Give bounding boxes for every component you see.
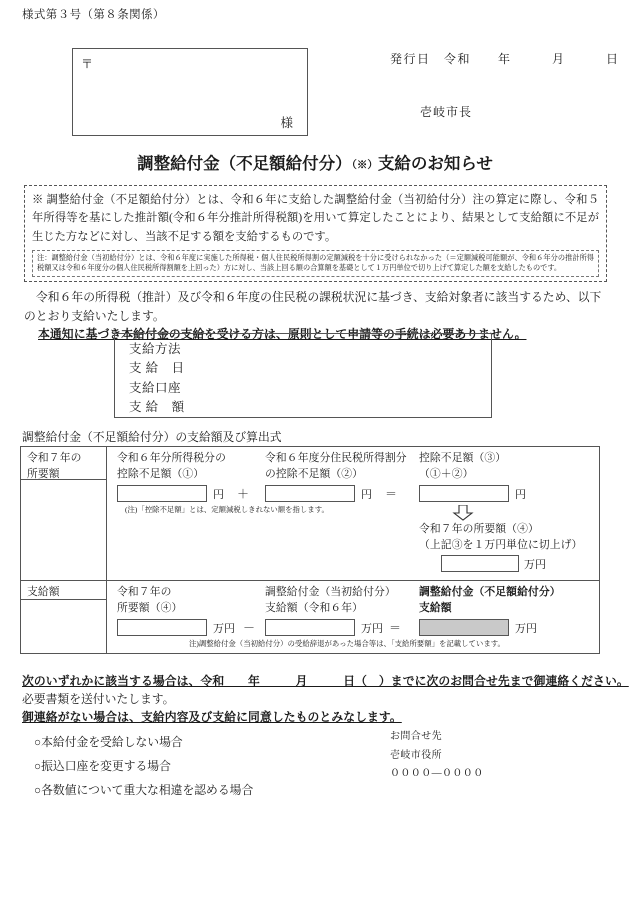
row2-left-label: 支給額 xyxy=(27,586,60,598)
row1-col1-label: 令和６年分所得税分の 控除不足額（①） xyxy=(117,452,226,481)
payment-account-label: 支給口座 xyxy=(129,380,182,395)
intro-paragraph: 令和６年の所得税（推計）及び令和６年度の住民税の課税状況に基づき、支給対象者に該当するため、以下のとおり支給いたします。 xyxy=(24,290,602,323)
row2-col2-label: 調整給付金（当初給付分） 支給額（令和６年） xyxy=(265,586,396,615)
payment-details-box xyxy=(114,333,492,418)
row2-col3-label: 調整給付金（不足額給付分） 支給額 xyxy=(419,586,561,615)
bullet-change-account: ○振込口座を変更する場合 xyxy=(34,759,171,773)
row1-left-label: 令和７年の 所要額 xyxy=(27,452,82,481)
row1-col3-label: 控除不足額（③） （①＋②） xyxy=(419,452,507,481)
unit-manyen-1: 万円 xyxy=(213,623,235,635)
contact-phone: ００００―００００ xyxy=(390,768,484,779)
documents-sent-statement: 必要書類を送付いたします。 xyxy=(22,692,175,706)
issuer-name: 壱岐市長 xyxy=(420,105,473,119)
deduction-shortfall-income-tax-input[interactable] xyxy=(117,485,207,502)
operator-equals-2: ＝ xyxy=(389,621,402,635)
required-amount-input[interactable] xyxy=(117,619,207,636)
contact-label: お問合せ先 xyxy=(390,731,442,742)
calculation-table xyxy=(20,446,600,654)
explanation-subnote-box xyxy=(32,250,599,277)
form-number: 様式第３号（第８条関係） xyxy=(22,9,165,21)
page-title xyxy=(0,150,630,174)
operator-equals-1: ＝ xyxy=(385,487,398,501)
addressee-box xyxy=(72,48,308,136)
explanation-subnote-text: 注：調整給付金（当初給付分）とは、令和６年度に実施した所得税・個人住民税所得割の定額減税を十分に受けられなかった（＝定額減税可能額が、令和６年分の推計所得税額又は令和６年度分の個人住民税所得割額を上回った）方に対し、当該上回る額の合算額を基礎として１万円単位で切り上げて算定した額を支給したものです。 xyxy=(37,253,594,273)
arrow-down-icon xyxy=(451,505,475,521)
payment-method-label: 支給方法 xyxy=(129,342,182,356)
explanation-note-box xyxy=(24,185,607,282)
bullet-value-discrepancy: ○各数値について重大な相違を認める場合 xyxy=(34,783,254,797)
unit-manyen-step4: 万円 xyxy=(524,559,546,571)
consent-statement: 御連絡がない場合は、支給内容及び支給に同意したものとみなします。 xyxy=(22,710,402,724)
unit-manyen-2: 万円 xyxy=(361,623,383,635)
postal-code-icon: 〒 xyxy=(81,57,94,71)
payment-date-label: 支 給 日 xyxy=(129,361,185,376)
operator-minus: － xyxy=(243,621,256,635)
operator-plus: ＋ xyxy=(237,487,250,501)
step4-label: 令和７年の所要額（④） （上記③を１万円単位に切上げ） xyxy=(419,523,583,552)
title-asterisk-mark: （※） xyxy=(351,160,378,171)
explanation-note-text: ※ 調整給付金（不足額給付分）とは、令和６年に支給した調整給付金（当初給付分）注の算定に際し、令和５年所得等を基にした推計額(令和６年分推計所得税額)を用いて算定したことにより、結果として支給額に不足が生じた方などに対し、当該不足する額を支給するものです。 xyxy=(32,194,599,243)
row2-col1-label: 令和７年の 所要額（④） xyxy=(117,586,183,615)
row1-col2-label: 令和６年度分住民税所得割分 の控除不足額（②） xyxy=(265,452,407,481)
bullet-decline-payment: ○本給付金を受給しない場合 xyxy=(34,735,183,749)
title-part-before: 調整給付金（不足額給付分） xyxy=(137,154,352,173)
deduction-shortfall-total-input[interactable] xyxy=(419,485,509,502)
unit-yen-3: 円 xyxy=(515,489,526,501)
initial-payment-amount-input[interactable] xyxy=(265,619,355,636)
shortfall-payment-amount-result xyxy=(419,619,509,636)
addressee-honorific: 様 xyxy=(280,116,293,130)
payment-amount-label: 支 給 額 xyxy=(129,400,185,415)
required-amount-2025-input[interactable] xyxy=(441,555,519,572)
issue-date: 発行日 令和 年 月 日 xyxy=(390,52,620,66)
contact-deadline-statement: 次のいずれかに該当する場合は、令和 年 月 日（ ）までに次のお問合せ先まで御連絡ください。 xyxy=(22,674,629,688)
contact-office: 壱岐市役所 xyxy=(390,749,442,761)
initial-payment-footnote: 注)調整給付金（当初給付分）の受給辞退があった場合等は、「支給所要額」を記載しています。 xyxy=(189,639,505,648)
calculation-section-heading: 調整給付金（不足額給付分）の支給額及び算出式 xyxy=(22,430,282,444)
unit-yen-1: 円 xyxy=(213,489,224,501)
unit-manyen-3: 万円 xyxy=(515,623,537,635)
no-application-needed-statement: 本通知に基づき本給付金の支給を受ける方は、原則として申請等の手続は必要ありません。 xyxy=(38,327,527,341)
title-part-after: 支給のお知らせ xyxy=(377,154,493,173)
deduction-shortfall-resident-tax-input[interactable] xyxy=(265,485,355,502)
deduction-shortfall-footnote: (注)「控除不足額」とは、定額減税しきれない額を指します。 xyxy=(125,505,329,514)
table-row-divider xyxy=(21,580,599,581)
unit-yen-2: 円 xyxy=(361,489,372,501)
contact-info-block xyxy=(390,728,484,784)
